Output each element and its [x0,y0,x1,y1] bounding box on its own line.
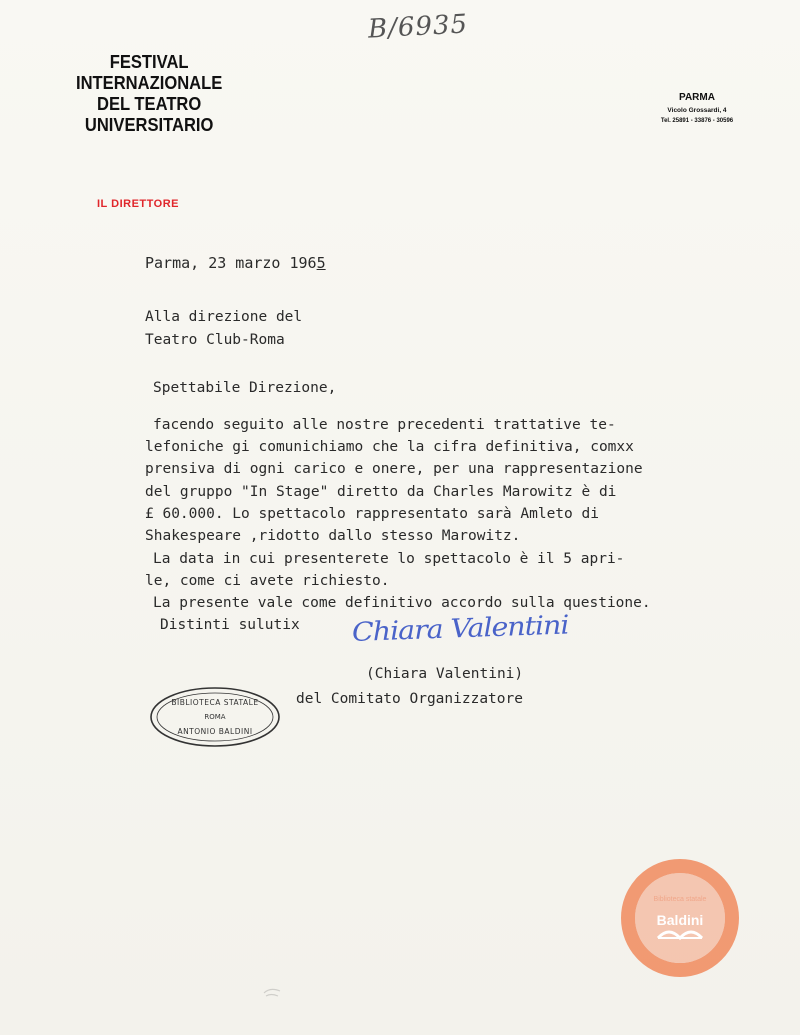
address-street: Vicolo Grossardi, 4 [667,107,727,114]
handwritten-signature: Chiara Valentini [351,610,569,648]
body-line: Shakespeare ,ridotto dallo stesso Marowitz. [145,528,521,544]
recipient-line: Alla direzione del [145,309,303,325]
library-stamp [148,686,282,748]
signatory-role: del Comitato Organizzatore [296,691,523,707]
recipient-line: Teatro Club-Roma [145,332,285,348]
address-phones: Tel. 25891 - 33876 - 30596 [660,118,734,124]
body-line: lefoniche gi comunichiamo che la cifra definitiva, comxx [145,439,634,455]
body-line: Distinti sulutix [160,617,300,633]
body-line: La data in cui presenterete lo spettacolo è il 5 apri- [153,551,625,567]
letterhead-festival-name [76,52,222,136]
date-corrected-digit: 5 [316,254,326,272]
letterhead-line: FESTIVAL [109,52,189,72]
baldini-library-logo [620,858,740,978]
body-line: le, come ci avete richiesto. [145,573,390,589]
signatory-name: (Chiara Valentini) [366,666,524,682]
letterhead-address [612,92,782,124]
body-line: del gruppo "In Stage" diretto da Charles Marowitz è di [145,484,617,500]
letter-salutation: Spettabile Direzione, [153,380,337,396]
logo-name: Baldini [656,912,704,928]
body-line: prensiva di ogni carico e onere, per una rappresentazione [145,461,643,477]
body-line: facendo seguito alle nostre precedenti trattative te- [153,417,616,433]
body-line: £ 60.000. Lo spettacolo rappresentato sarà Amleto di [145,506,599,522]
letter-recipient [145,306,302,352]
archive-reference-number: B/6935 [367,9,469,45]
stamp-line: ROMA [204,713,226,721]
body-line: La presente vale come definitivo accordo sulla questione. [153,595,651,611]
address-city: PARMA [679,92,715,103]
letterhead-line: DEL TEATRO [97,94,202,114]
date-text: Parma, 23 marzo 196 [145,254,317,272]
letterhead-role: IL DIRETTORE [97,198,179,210]
letter-date [145,254,326,272]
letterhead-line: UNIVERSITARIO [84,115,214,135]
logo-subtitle: Biblioteca statale [653,896,707,903]
paper-smudge-icon [262,985,282,999]
stamp-line: BIBLIOTECA STATALE [171,698,259,707]
letterhead-line: INTERNAZIONALE [76,73,223,93]
stamp-line: ANTONIO BALDINI [177,727,253,736]
